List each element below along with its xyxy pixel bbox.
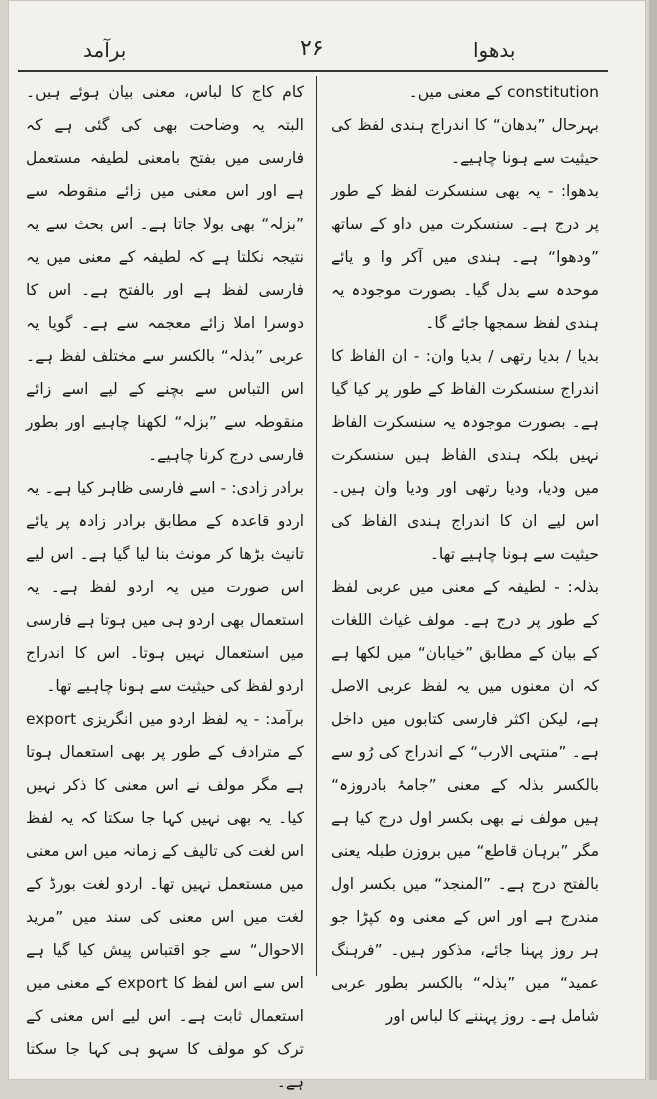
page-header (8, 36, 646, 74)
header-left-catchword: برآمد (83, 38, 127, 62)
header-rule (18, 70, 608, 72)
entry-baramad: برآمد: - یہ لفظ اردو میں انگریزی export کے مترادف کے طور پر بھی استعمال ہوتا ہے مگر مولف نے اس معنی کا ذکر نہیں کیا۔ یہ بھی نہیں کہا جا سکتا کہ یہ لفظ اس لغت کی تالیف کے زمانہ میں اس معنی میں مستعمل نہیں تھا۔ اردو لغت بورڈ کے لغت میں اس معنی کی سند میں ”مرید الاحوال“ سے جو اقتباس پیش کیا گیا ہے اس سے اس لفظ کا export کے معنی میں استعمال ثابت ہے۔ اس لیے اس معنی کے ترک کو مولف کا سہو ہی کہا جا سکتا ہے۔ (26, 710, 304, 1091)
entry-text: بہرحال ”بدھان“ کا اندراج ہندی لفظ کی حیثیت سے ہونا چاہیے۔ (331, 116, 599, 167)
entry-text: constitution کے معنی میں۔ (408, 83, 599, 101)
left-column (26, 76, 304, 1091)
right-column (331, 76, 599, 1025)
entry-budya: بدیا / بدیا رتھی / بدیا وان: - ان الفاظ کا اندراج سنسکرت الفاظ کے طور پر کیا گیا ہے۔ بصورت موجودہ یہ سنسکرت الفاظ نہیں بلکہ ہندی الفاظ ہیں سنسکرت میں ودیا، ودیا رتھی اور ودیا وان ہیں۔ اس لیے ان کا اندراج ہندی الفاظ کی حیثیت سے ہونا چاہیے تھا۔ (331, 347, 599, 563)
dictionary-page (8, 0, 646, 1091)
page-edge (649, 0, 657, 1080)
entry-biradar-zadi: برادر زادی: - اسے فارسی ظاہر کیا ہے۔ یہ اردو قاعدہ کے مطابق برادر زادہ پر یائے تانیث بڑھا کر مونث بنا لیا گیا ہے۔ اس لیے اس صورت میں یہ اردو لفظ ہے۔ یہ استعمال بھی اردو ہی میں ہوتا ہے فارسی میں استعمال نہیں ہوتا۔ اس کا اندراج اردو لفظ کی حیثیت سے ہونا چاہیے تھا۔ (26, 479, 304, 695)
entry-text: کام کاج کا لباس، معنی بیان ہوئے ہیں۔ البتہ یہ وضاحت بھی کی گئی ہے کہ فارسی میں بفتح بامعنی لطیفہ مستعمل ہے اور اس معنی میں زائے منقوطہ سے ”بزلہ“ بھی بولا جاتا ہے۔ اس بحث سے یہ نتیجہ نکلتا ہے کہ لطیفہ کے معنی میں یہ فارسی لفظ ہے اور بالفتح ہے۔ اس کا دوسرا املا زائے معجمہ سے ہے۔ گویا یہ عربی ”بذلہ“ بالکسر سے مختلف لفظ ہے۔ اس التباس سے بچنے کے لیے اسے زائے منقوطہ سے ”بزلہ“ لکھنا چاہیے اور بطور فارسی درج کرنا چاہیے۔ (26, 83, 304, 464)
entry-budhwa: بدھوا: - یہ بھی سنسکرت لفظ کے طور پر درج ہے۔ سنسکرت میں داو کے ساتھ ”ودھوا“ ہے۔ ہندی میں آکر وا و یائے موحدہ سے بدل گیا۔ بصورت موجودہ یہ ہندی لفظ سمجھا جائے گا۔ (331, 182, 599, 332)
column-divider (316, 76, 317, 976)
entry-bazla: بذلہ: - لطیفہ کے معنی میں عربی لفظ کے طور پر درج ہے۔ مولف غیاث اللغات کے بیان کے مطابق ”خیابان“ میں لکھا ہے کہ ان معنوں میں یہ لفظ عربی الاصل ہے، لیکن اکثر فارسی کتابوں میں داخل ہے۔ ”منتہی الارب“ کے اندراج کی رُو سے بالکسر بذلہ کے معنی ”جامۂ بادروزہ“ ہیں مولف نے بھی بکسر اول درج کیا ہے مگر ”برہان قاطع“ میں بروزن طبلہ یعنی بالفتح درج ہے۔ ”المنجد“ میں بکسر اول مندرج ہے اور اس کے معنی وہ کپڑا جو ہر روز پہنا جائے، مذکور ہیں۔ ”فرہنگ عمید“ میں ”بذلہ“ بالکسر بطور عربی شامل ہے۔ روز پہننے کا لباس اور (331, 578, 599, 1025)
header-right-catchword: بدھوا (473, 38, 516, 62)
page-number: ۲۶ (300, 36, 324, 61)
